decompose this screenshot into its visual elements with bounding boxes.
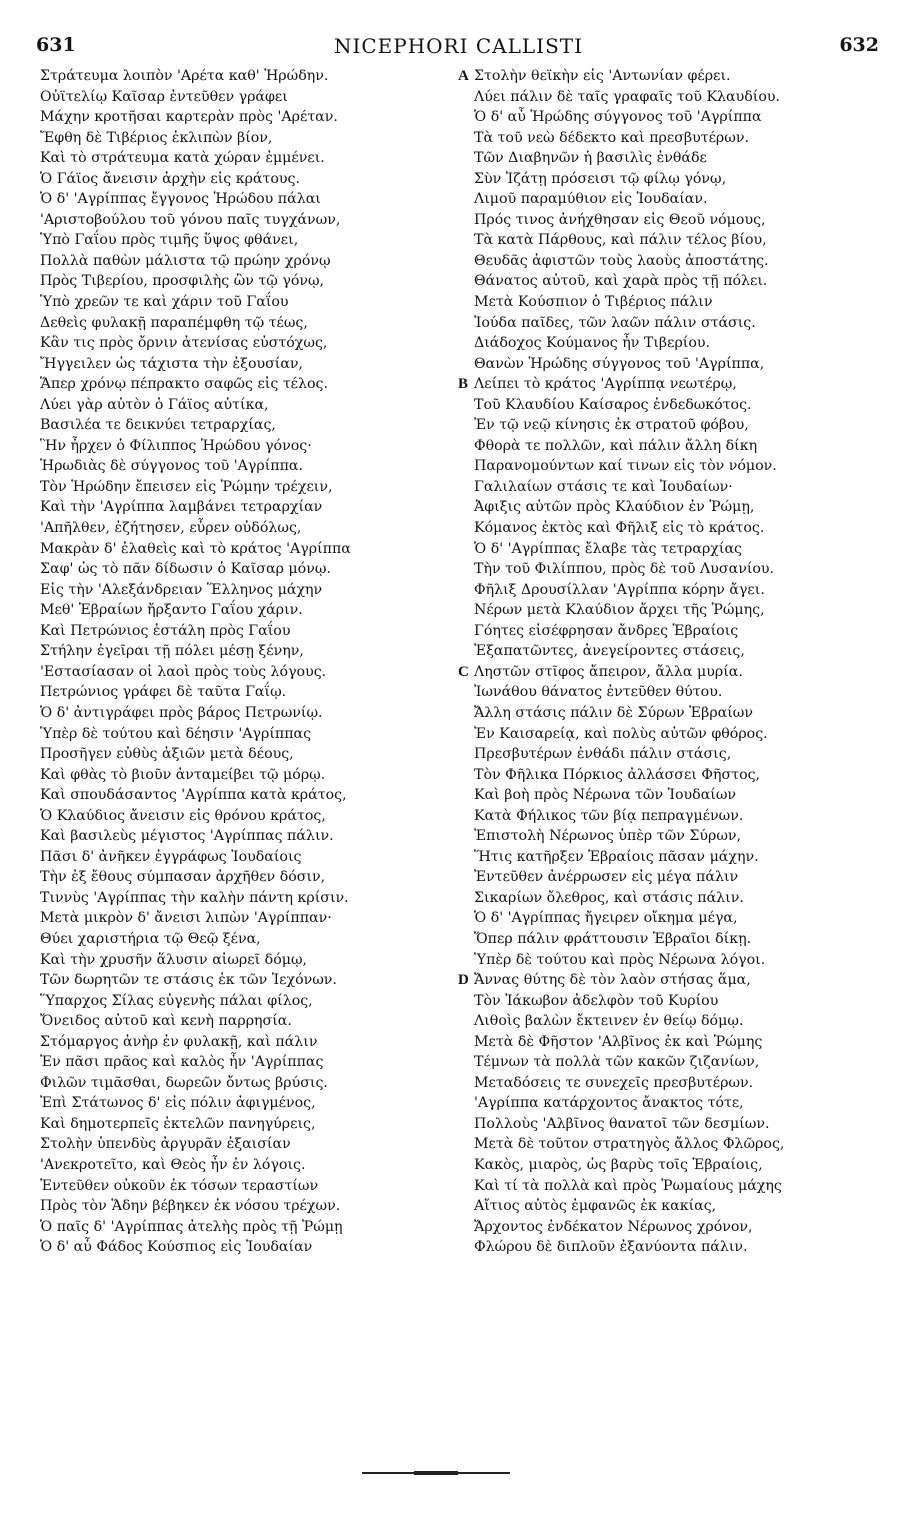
verse-line: Λύει πάλιν δὲ ταῖς γραφαῖς τοῦ Κλαυδίου. — [474, 88, 781, 105]
section-marker-b: B — [458, 376, 469, 393]
verse-line: Ὁ δ' 'Αγρίππας ἤγειρεν οἴκημα μέγα, — [474, 910, 738, 927]
verse-line: Τὰ κατὰ Πάρθους, καὶ πάλιν τέλος βίου, — [474, 232, 767, 249]
verse-line: Κόμανος ἐκτὸς καὶ Φῆλιξ εἰς τὸ κράτος. — [474, 520, 765, 537]
verse-line: Μετὰ Κούσπιον ὁ Τιβέριος πάλιν — [474, 294, 713, 311]
verse-line: Μετὰ δὲ τοῦτον στρατηγὸς ἄλλος Φλῶρος, — [474, 1136, 785, 1153]
page-header — [0, 34, 917, 64]
verse-line: Φθορὰ τε πολλῶν, καὶ πάλιν ἄλλη δίκη — [474, 437, 758, 454]
verse-line: Τὸν Ἰάκωβον ἀδελφὸν τοῦ Κυρίου — [474, 992, 719, 1009]
verse-line: Θύει χαριστήρια τῷ Θεῷ ξένα, — [40, 930, 261, 947]
verse-line: Τὰ τοῦ νεὼ δέδεκτο καὶ πρεσβυτέρων. — [474, 129, 749, 146]
verse-line: Ἐπὶ Στάτωνος δ' εἰς πόλιν ἀφιγμένος, — [40, 1095, 316, 1112]
verse-line: Καὶ δημοτερπεῖς ἐκτελῶν πανηγύρεις, — [40, 1115, 316, 1132]
verse-line: C Ληστῶν στῖφος ἄπειρον, ἄλλα μυρία. — [468, 662, 888, 683]
verse-line: Πρὸς τὸν Ἅδην βέβηκεν ἐκ νόσου τρέχων. — [40, 1198, 341, 1215]
verse-line: Στόμαργος ἀνὴρ ἐν φυλακῇ, καὶ πάλιν — [40, 1033, 318, 1050]
verse-line: Αἴτιος αὐτὸς ἐμφανῶς ἐκ κακίας, — [474, 1198, 717, 1215]
verse-line: Καὶ βασιλεὺς μέγιστος 'Αγρίππας πάλιν. — [40, 828, 334, 845]
verse-line: Νέρων μετὰ Κλαύδιον ἄρχει τῆς Ῥώμης, — [474, 602, 765, 619]
verse-line: Καὶ βοὴ πρὸς Νέρωνα τῶν Ἰουδαίων — [474, 787, 737, 804]
verse-line: Θανὼν Ἡρώδης σύγγονος τοῦ 'Αγρίππα, — [474, 355, 765, 372]
verse-line: Ὁ δ' 'Αγρίππας ἔγγονος Ἡρώδου πάλαι — [40, 191, 321, 208]
verse-line: Ἐπιστολὴ Νέρωνος ὑπὲρ τῶν Σύρων, — [474, 828, 742, 845]
verse-line: Λύει γὰρ αὐτὸν ὁ Γάϊος αὐτίκα, — [40, 396, 269, 413]
verse-line: Καὶ τὴν 'Αγρίππα λαμβάνει τετραρχίαν — [40, 499, 323, 516]
verse-line: Θάνατος αὐτοῦ, καὶ χαρὰ πρὸς τῇ πόλει. — [474, 273, 768, 290]
verse-line: Γαλιλαίων στάσις τε καὶ Ἰουδαίων· — [474, 478, 733, 495]
verse-line: Φῆλιξ Δρουσίλλαν 'Αγρίππα κόρην ἄγει. — [474, 581, 765, 598]
verse-line: Κακὸς, μιαρὸς, ὡς βαρὺς τοῖς Ἑβραίοις, — [474, 1156, 763, 1173]
verse-line: Πολλὰ παθὼν μάλιστα τῷ πρώην χρόνῳ — [40, 252, 331, 269]
verse-line: Στολὴν ὑπενδὺς ἀργυρᾶν ἐξαισίαν — [40, 1136, 291, 1153]
verse-line: Ὁ Κλαύδιος ἄνεισιν εἰς θρόνου κράτος, — [40, 807, 326, 824]
verse-line: Μεταδόσεις τε συνεχεῖς πρεσβυτέρων. — [474, 1074, 754, 1091]
verse-line: Πολλοὺς 'Αλβῖνος θανατοῖ τῶν δεσμίων. — [474, 1115, 770, 1132]
verse-line: Ὑπὲρ δὲ τούτου καὶ πρὸς Νέρωνα λόγοι. — [474, 951, 766, 968]
verse-line: Σικαρίων ὄλεθρος, καὶ στάσις πάλιν. — [474, 889, 744, 906]
verse-line: Ὁ Γάϊος ἄνεισιν ἀρχὴν εἰς κράτους. — [40, 170, 300, 187]
verse-line: Πρεσβυτέρων ἐνθάδι πάλιν στάσις, — [474, 746, 732, 763]
verse-line: 'Εστασίασαν οἱ λαοὶ πρὸς τοὺς λόγους. — [40, 663, 327, 680]
verse-line: Λιμοῦ παραμύθιον εἰς Ἰουδαίαν. — [474, 191, 708, 208]
verse-line: Μεθ' Ἑβραίων ἤρξαντο Γαΐου χάριν. — [40, 602, 303, 619]
verse-line: Ἐν τῷ νεῷ κίνησις ἐκ στρατοῦ φόβου, — [474, 417, 749, 434]
verse-line: Στράτευμα λοιπὸν 'Αρέτα καθ' Ἡρώδην. — [40, 68, 329, 84]
verse-line: Ἄρχοντος ἐνδέκατον Νέρωνος χρόνον, — [474, 1218, 753, 1235]
verse-line: Ὁ δ' αὖ Ἡρώδης σύγγονος τοῦ 'Αγρίππα — [474, 109, 762, 126]
page-number-right: 632 — [839, 34, 879, 56]
verse-line: A Στολὴν θεϊκὴν εἰς 'Αντωνίαν φέρει. — [468, 66, 888, 87]
verse-line: Φιλῶν τιμᾶσθαι, δωρεῶν ὄντως βρύσις. — [40, 1074, 328, 1091]
verse-line: Ἅπερ χρόνῳ πέπρακτο σαφῶς εἰς τέλος. — [40, 376, 329, 393]
verse-line: Κατὰ Φήλικος τῶν βίᾳ πεπραγμένων. — [474, 807, 744, 824]
verse-line: Τῶν δωρητῶν τε στάσις ἐκ τῶν Ἰεχόνων. — [40, 972, 337, 989]
verse-line: Σαφ' ὡς τὸ πᾶν δίδωσιν ὁ Καῖσαρ μόνῳ. — [40, 561, 331, 578]
verse-line: Ἐν Καισαρείᾳ, καὶ πολὺς αὐτῶν φθόρος. — [474, 725, 768, 742]
verse-line: Μακρὰν δ' ἐλαθεὶς καὶ τὸ κράτος 'Αγρίππα — [40, 540, 351, 557]
verse-line: Ἣν ἦρχεν ὁ Φίλιππος Ἡρώδου γόνος· — [40, 437, 312, 454]
verse-line: Ὕπαρχος Σίλας εὐγενὴς πάλαι φίλος, — [40, 992, 313, 1009]
verse-line: Τὴν τοῦ Φιλίππου, πρὸς δὲ τοῦ Λυσανίου. — [474, 561, 775, 578]
verse-line: Τέμνων τὰ πολλὰ τῶν κακῶν ζιζανίων, — [474, 1054, 760, 1071]
verse-line: Ὄνειδος αὐτοῦ καὶ κενὴ παρρησία. — [40, 1013, 292, 1030]
verse-line: Καὶ τὸ στράτευμα κατὰ χώραν ἐμμένει. — [40, 150, 325, 167]
section-marker-d: D — [458, 972, 469, 989]
verse-line: Ἥτις κατῆρξεν Ἑβραίοις πᾶσαν μάχην. — [474, 848, 759, 865]
verse-line: Μετὰ δὲ Φῆστον 'Αλβῖνος ἐκ καὶ Ῥώμης — [474, 1033, 763, 1050]
verse-line: Ἀφιξις αὐτῶν πρὸς Κλαύδιον ἐν Ῥώμῃ, — [474, 499, 755, 516]
verse-line: Καὶ τί τὰ πολλὰ καὶ πρὸς Ῥωμαίους μάχης — [474, 1177, 782, 1194]
verse-line: Τιννὺς 'Αγρίππας τὴν καλὴν πάντη κρίσιν. — [40, 889, 349, 906]
verse-line: 'Απῆλθεν, ἐζήτησεν, εὗρεν οὐδόλως, — [40, 520, 302, 537]
verse-line: Πρὸς Τιβερίου, προσφιλὴς ὢν τῷ γόνῳ, — [40, 273, 325, 290]
verse-line: Ὁ δ' αὖ Φάδος Κούσπιος εἰς Ἰουδαίαν — [40, 1239, 313, 1256]
verse-line: Ἐν πᾶσι πρᾶος καὶ καλὸς ἦν 'Αγρίππας — [40, 1054, 324, 1071]
verse-line: Τὴν ἐξ ἔθους σύμπασαν ἀρχῆθεν δόσιν, — [40, 869, 326, 886]
verse-line: Ἰούδα παῖδες, τῶν λαῶν πάλιν στάσις. — [474, 314, 756, 331]
running-title: NICEPHORI CALLISTI — [333, 34, 584, 58]
end-rule — [362, 1472, 510, 1474]
verse-line: Ὑπὸ Γαΐου πρὸς τιμῆς ὕψος φθάνει, — [40, 232, 299, 249]
verse-line: Καὶ Πετρώνιος ἐστάλη πρὸς Γαΐου — [40, 622, 291, 639]
verse-line: Ἄλλη στάσις πάλιν δὲ Σύρων Ἑβραίων — [474, 704, 753, 721]
verse-line: Φλώρου δὲ διπλοῦν ἐξανύοντα πάλιν. — [474, 1239, 748, 1256]
right-column — [458, 66, 888, 1258]
verse-line: Σὺν Ἰζάτῃ πρόσεισι τῷ φίλῳ γόνῳ, — [474, 170, 727, 187]
verse-line: Παρανομούντων καί τινων εἰς τὸν νόμον. — [474, 458, 777, 475]
verse-line: 'Ανεκροτεῖτο, καὶ Θεὸς ἦν ἐν λόγοις. — [40, 1156, 306, 1173]
verse-line: Εἰς τὴν 'Αλεξάνδρειαν Ἕλληνος μάχην — [40, 581, 323, 598]
verse-line: Πετρώνιος γράφει δὲ ταῦτα Γαΐῳ. — [40, 684, 287, 701]
verse-line: D Ἄννας θύτης δὲ τὸν λαὸν στήσας ἅμα, — [468, 970, 888, 991]
verse-line: Στήλην ἐγεῖραι τῇ πόλει μέσῃ ξένην, — [40, 643, 304, 660]
verse-line: Τὸν Ἡρώδην ἔπεισεν εἰς Ῥώμην τρέχειν, — [40, 478, 333, 495]
verse-line: Τοῦ Κλαυδίου Καίσαρος ἐνδεδωκότος. — [474, 396, 752, 413]
section-marker-c: C — [458, 663, 469, 680]
verse-line: Πᾶσι δ' ἀνῆκεν ἐγγράφως Ἰουδαίοις — [40, 848, 302, 865]
verse-line: 'Αριστοβούλου τοῦ γόνου παῖς τυγχάνων, — [40, 211, 341, 228]
verse-line: Ἐξαπατῶντες, ἀνεγείροντες στάσεις, — [474, 643, 745, 660]
verse-line: Τὸν Φῆλικα Πόρκιος ἀλλάσσει Φῆστος, — [474, 766, 761, 783]
verse-line: Πρός τινος ἀνήχθησαν εἰς Θεοῦ νόμους, — [474, 211, 766, 228]
verse-line: B Λείπει τὸ κράτος 'Αγρίππᾳ νεωτέρῳ, — [468, 374, 888, 395]
verse-line: Ὁ δ' 'Αγρίππας ἔλαβε τὰς τετραρχίας — [474, 540, 742, 557]
verse-line: Ὑπὲρ δὲ τούτου καὶ δέησιν 'Αγρίππας — [40, 725, 312, 742]
verse-line: Καὶ φθὰς τὸ βιοῦν ἀνταμείβει τῷ μόρῳ. — [40, 766, 326, 783]
verse-line: Ἐντεῦθεν ἀνέρρωσεν εἰς μέγα πάλιν — [474, 869, 739, 886]
verse-line: Ὁ δ' ἀντιγράφει πρὸς βάρος Πετρωνίῳ. — [40, 704, 323, 721]
verse-line: Βασιλέα τε δεικνύει τετραρχίας, — [40, 417, 276, 434]
section-marker-a: A — [458, 68, 469, 84]
verse-line: Καὶ τὴν χρυσῆν ἅλυσιν αἰωρεῖ δόμῳ, — [40, 951, 308, 968]
verse-line: Ἔφθη δὲ Τιβέριος ἐκλιπὼν βίον, — [40, 129, 273, 146]
verse-line: Ἰωνάθου θάνατος ἐντεῦθεν θύτου. — [474, 684, 723, 701]
verse-line: Ἐντεῦθεν οὐκοῦν ἐκ τόσων τεραστίων — [40, 1177, 319, 1194]
verse-line: Γόητες εἰσέφρησαν ἄνδρες Ἑβραίοις — [474, 622, 739, 639]
verse-line: Προσῆγεν εὐθὺς ἀξιῶν μετὰ δέους, — [40, 746, 294, 763]
verse-line: Λιθοὶς βαλὼν ἔκτεινεν ἐν θείῳ δόμῳ. — [474, 1013, 744, 1030]
verse-line: Δεθεὶς φυλακῇ παραπέμφθη τῷ τέως, — [40, 314, 308, 331]
verse-line: Καὶ σπουδάσαντος 'Αγρίππα κατὰ κράτος, — [40, 787, 347, 804]
verse-line: Κἂν τις πρὸς ὄρνιν ἀτενίσας εὐστόχως, — [40, 335, 328, 352]
verse-line: Μάχην κροτῆσαι καρτερὰν πρὸς 'Αρέταν. — [40, 109, 338, 126]
verse-line: Ἡρωδιὰς δὲ σύγγονος τοῦ 'Αγρίππα. — [40, 458, 304, 475]
verse-line: Ὅπερ πάλιν φράττουσιν Ἑβραῖοι δίκῃ. — [474, 930, 752, 947]
verse-line: 'Αγρίππα κατάρχοντος ἄνακτος τότε, — [474, 1095, 744, 1112]
verse-line: Ὁ παῖς δ' 'Αγρίππας ἀτελὴς πρὸς τῇ Ῥώμῃ — [40, 1218, 343, 1235]
verse-line: Οὐϊτελίῳ Καῖσαρ ἐντεῦθεν γράφει — [40, 88, 288, 105]
left-column — [40, 66, 450, 1258]
verse-line: Διάδοχος Κούμανος ἦν Τιβερίου. — [474, 335, 711, 352]
page-number-left: 631 — [36, 34, 76, 56]
verse-line: Θευδᾶς ἀφιστῶν τοὺς λαοὺς ἀποστάτης. — [474, 252, 769, 269]
verse-line: Ἤγγειλεν ὡς τάχιστα τὴν ἐξουσίαν, — [40, 355, 304, 372]
verse-line: Μετὰ μικρὸν δ' ἄνεισι λιπὼν 'Αγρίππαν· — [40, 910, 332, 927]
verse-line: Ὑπὸ χρεῶν τε καὶ χάριν τοῦ Γαΐου — [40, 294, 289, 311]
verse-line: Τῶν Διαβηνῶν ἡ βασιλὶς ἐνθάδε — [474, 150, 707, 167]
